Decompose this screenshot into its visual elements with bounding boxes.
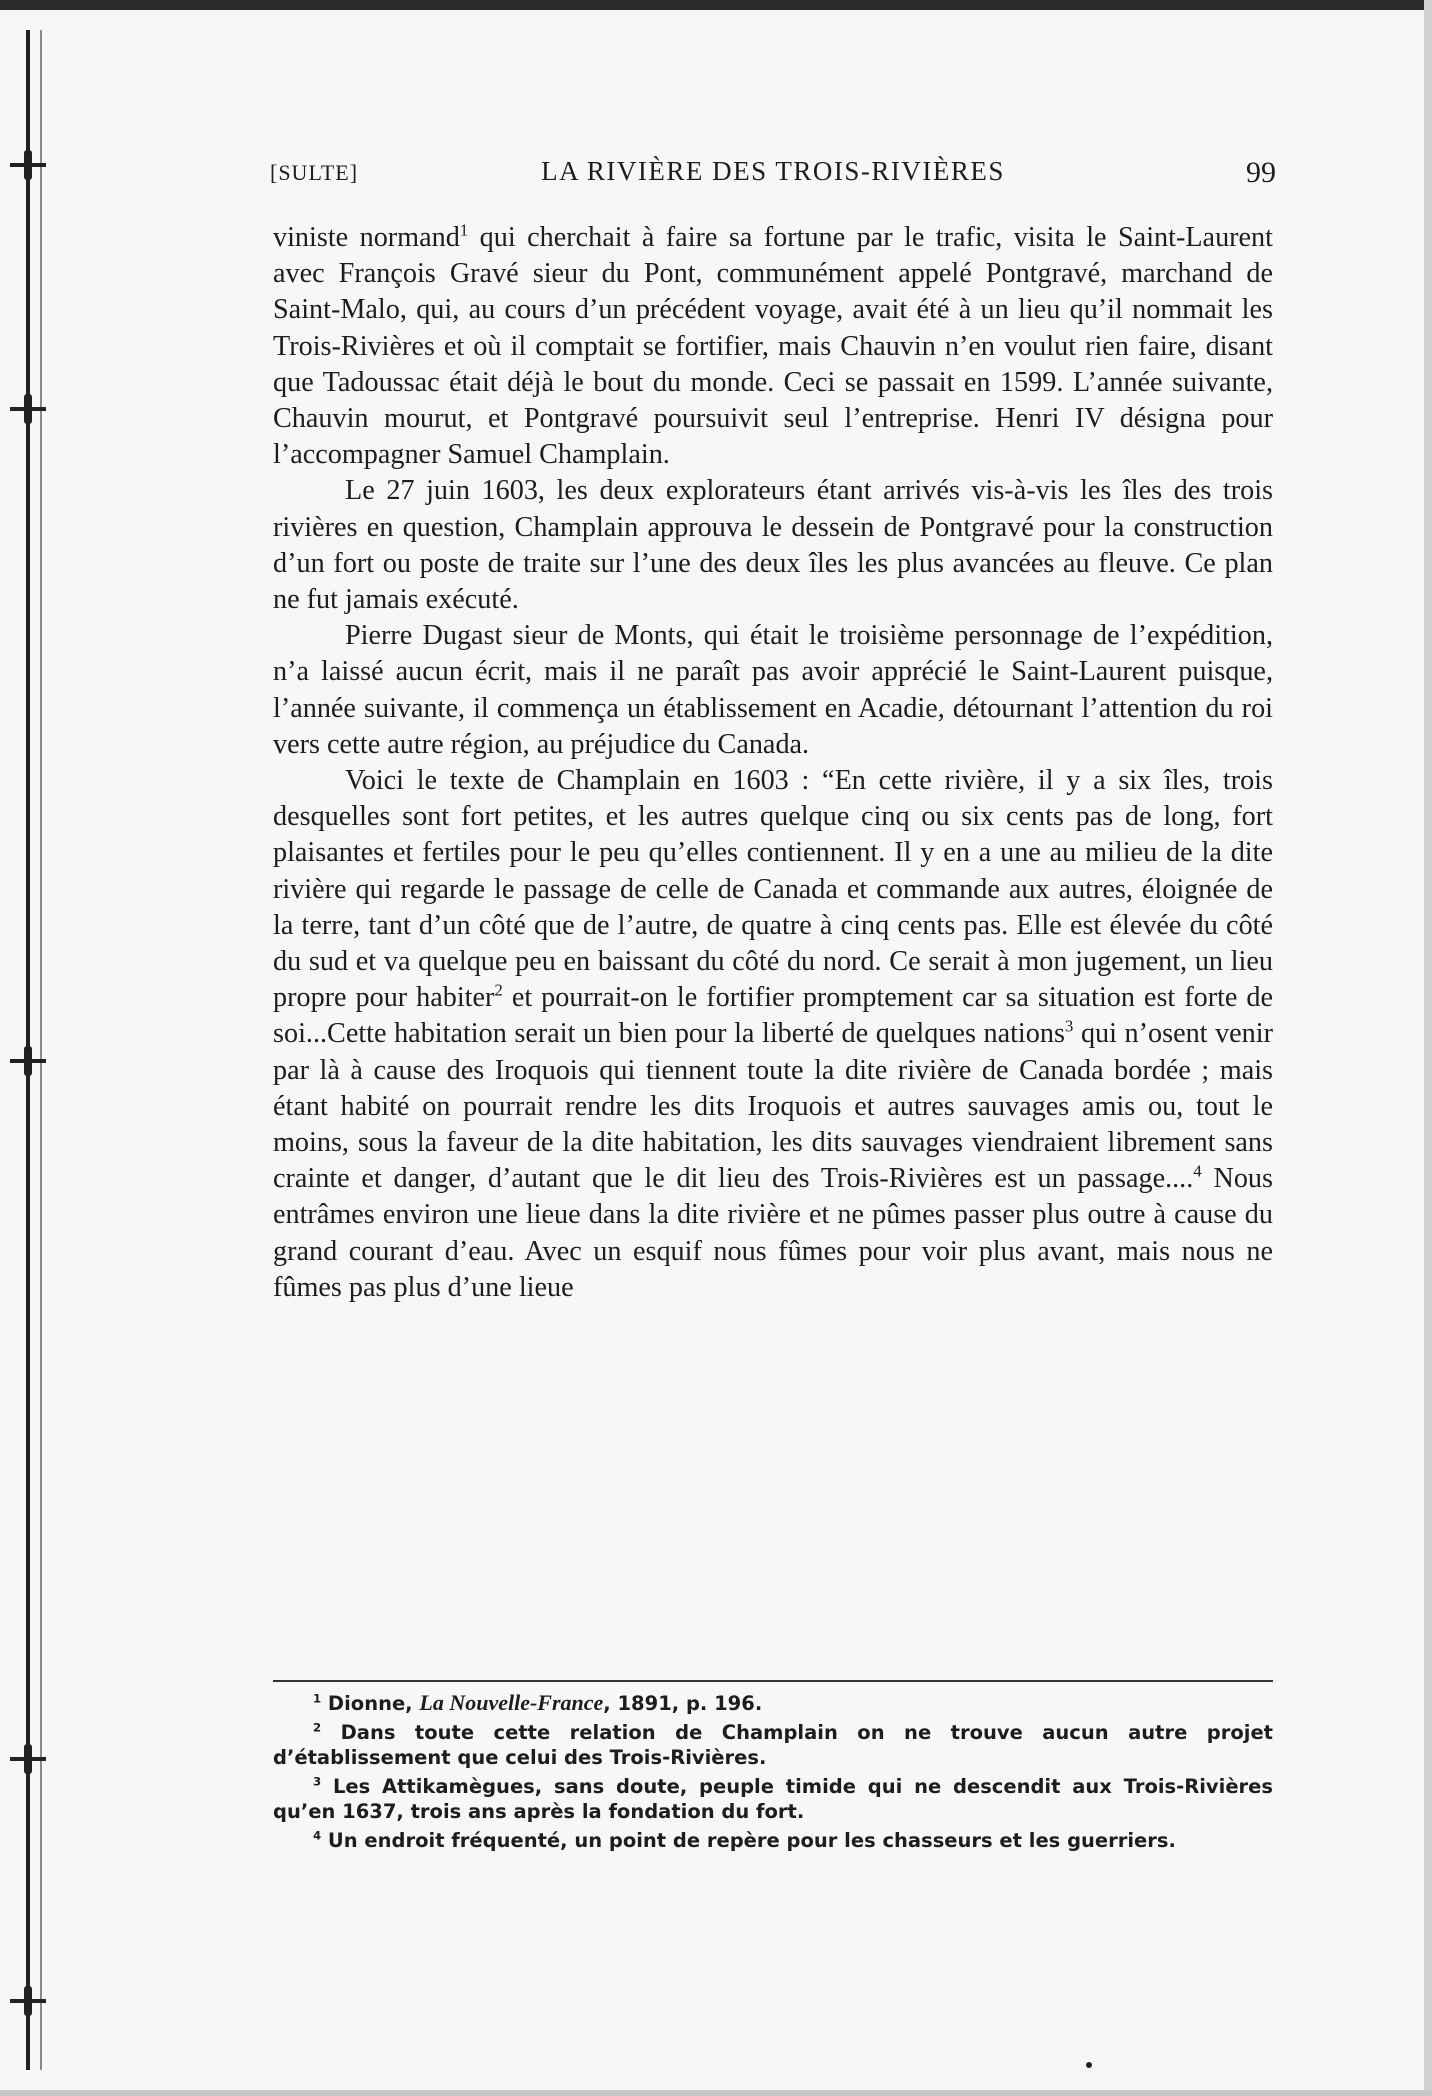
footnote-mark: 1 <box>313 1691 322 1706</box>
binding-stitch <box>10 402 46 416</box>
footnote <box>273 1774 1273 1824</box>
body-text <box>273 220 1273 1306</box>
footnote <box>273 1828 1273 1853</box>
binding-stitch <box>10 158 46 172</box>
footnote-mark: 4 <box>313 1828 322 1843</box>
footnote-mark: 2 <box>313 1720 322 1735</box>
footnote-ref: 1 <box>459 220 469 240</box>
running-head-title: LA RIVIÈRE DES TROIS-RIVIÈRES <box>541 156 1005 186</box>
text-run: qui cherchait à faire sa fortune par le trafic, visita le Saint-Laurent avec François Gravé sieur du Pont, communément appelé Pontgravé, marchand de Saint-Malo, qui, au cours d’un précédent voyage, avait été à un lieu qu’il nommait les Trois-Rivières et où il comptait se fortifier, mais Chauvin n’en voulut rien faire, disant que Tadoussac était déjà le bout du monde. Ceci se passait en 1599. L’année suivante, Chauvin mourut, et Pontgravé poursuivit seul l’entreprise. Henri IV désigna pour l’accompagner Samuel Champlain. <box>273 222 1273 471</box>
paragraph <box>273 763 1273 1306</box>
footnote-mark: 3 <box>313 1774 322 1789</box>
running-head-author: [SULTE] <box>270 160 359 185</box>
footnote-ref: 4 <box>1193 1161 1202 1181</box>
text-run: Voici le texte de Champlain en 1603 : “En cette rivière, il y a six îles, trois desquelles sont fort petites, et les autres quelque cinq ou six cents pas de long, fort plaisantes et fertiles pour le peu qu’elles contiennent. Il y en a une au milieu de la dite rivière qui regarde le passage de celle de Canada et commande aux autres, éloignée de la terre, tant d’un côté que de l’autre, de quatre à cinq cents pas. Elle est élevée du côté du sud et va quelque peu en baissant du côté du nord. Ce serait à mon jugement, un lieu propre pour habiter <box>273 765 1273 1014</box>
scan-top-border <box>0 0 1432 10</box>
text-run: Nous entrâmes environ une lieue dans la dite rivière et ne pûmes passer plus outre à cause du grand courant d’eau. Avec un esquif nous fûmes pour voir plus avant, mais nous ne fûmes pas plus d’une lieue <box>273 1163 1273 1303</box>
text-run: qui n’osent venir par là à cause des Iroquois qui tiennent toute la dite rivière de Canada bordée ; mais étant habité on pourrait rendre les dits Iroquois et autres sauvages amis ou, tout le moins, sous la faveur de la dite habitation, les dits sauvages viendraient librement sans crainte et danger, d’autant que le dit lieu des Trois-Rivières est un passage.... <box>273 1018 1273 1195</box>
page-number: 99 <box>1246 156 1276 189</box>
scan-right-border <box>1424 0 1432 2096</box>
cited-title: La Nouvelle-France <box>419 1690 604 1715</box>
binding-stitch <box>10 1054 46 1068</box>
binding-stitch <box>10 1752 46 1766</box>
paragraph <box>273 220 1273 473</box>
scan-speck <box>1086 2062 1092 2068</box>
footnotes <box>273 1690 1273 1857</box>
footnote-ref: 3 <box>1064 1017 1074 1037</box>
text-run: Dans toute cette relation de Champlain on ne trouve aucun autre projet d’établissement que celui des Trois-Rivières. <box>273 1721 1273 1769</box>
text-run: Un endroit fréquenté, un point de repère pour les chasseurs et les guerriers. <box>321 1829 1176 1852</box>
footnote <box>273 1720 1273 1770</box>
text-run: Dionne, <box>321 1692 420 1715</box>
footnote-ref: 2 <box>494 980 503 1000</box>
footnote-rule <box>273 1680 1273 1682</box>
text-run: Les Attikamègues, sans doute, peuple timide qui ne descendit aux Trois-Rivières qu’en 1637, trois ans après la fondation du fort. <box>273 1775 1273 1823</box>
paragraph: Pierre Dugast sieur de Monts, qui était le troisième personnage de l’expédition, n’a laissé aucun écrit, mais il ne paraît pas avoir apprécié le Saint-Laurent puisque, l’année suivante, il commença un établissement en Acadie, détournant l’attention du roi vers cette autre région, au préjudice du Canada. <box>273 620 1273 760</box>
binding-stitch <box>10 1994 46 2008</box>
text-run: viniste normand <box>273 222 460 253</box>
footnote <box>273 1690 1273 1716</box>
text-run: et pourrait-on le fortifier promptement car sa situation est forte de soi...Cette habitation serait un bien pour la liberté de quelques nations <box>273 982 1273 1050</box>
text-run: , 1891, p. 196. <box>603 1692 763 1715</box>
running-header <box>270 156 1276 196</box>
paragraph: Le 27 juin 1603, les deux explorateurs étant arrivés vis-à-vis les îles des trois rivières en question, Champlain approuva le dessein de Pontgravé pour la construction d’un fort ou poste de traite sur l’une des deux îles les plus avancées au fleuve. Ce plan ne fut jamais exécuté. <box>273 475 1273 616</box>
scan-bottom-border <box>0 2090 1432 2096</box>
